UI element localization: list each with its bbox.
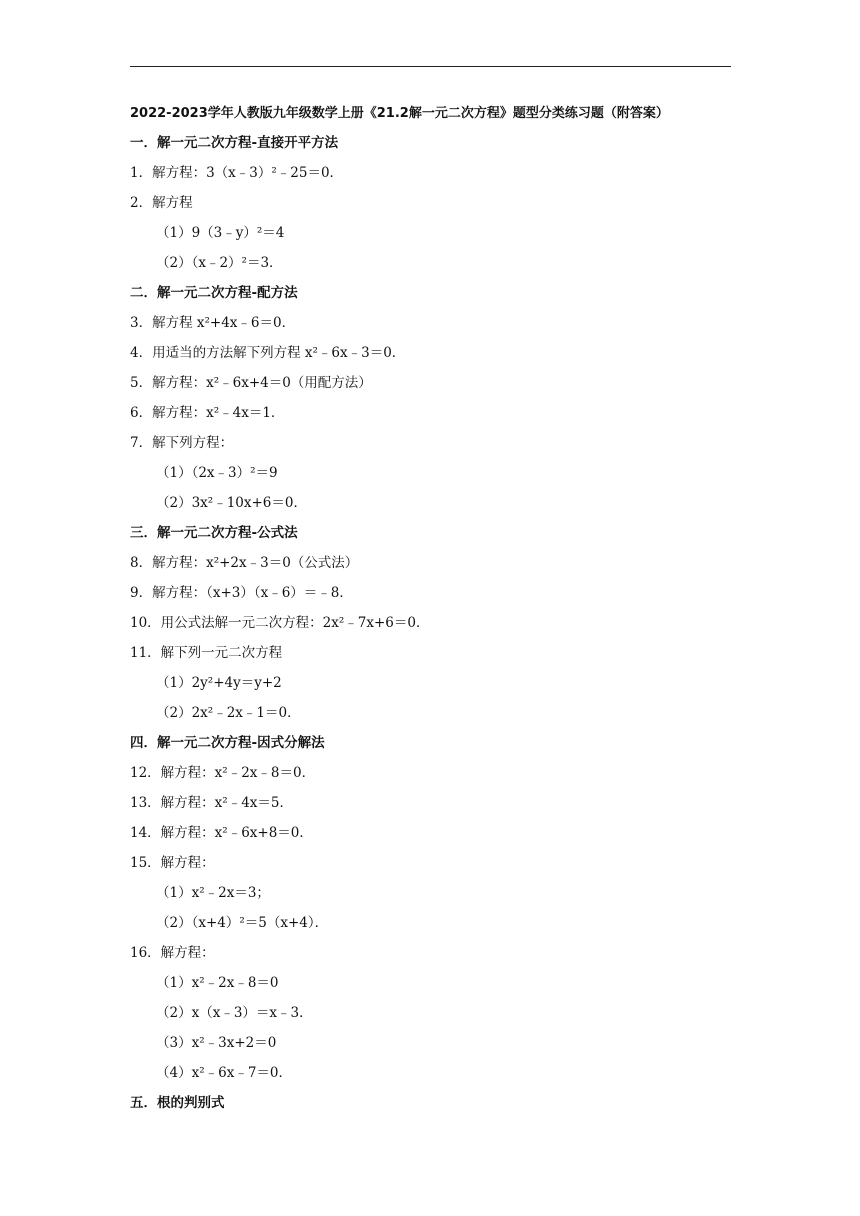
section-heading: 一．解一元二次方程-直接开平方法	[130, 135, 339, 151]
question-item: 9．解方程：（x+3）（x﹣6）＝﹣8．	[130, 585, 353, 601]
section-heading: 四．解一元二次方程-因式分解法	[130, 735, 325, 751]
sub-question: （1）x²﹣2x＝3；	[156, 885, 270, 901]
question-item: 4．用适当的方法解下列方程 x²﹣6x﹣3＝0．	[130, 345, 406, 361]
question-item: 3．解方程 x²+4x﹣6＝0．	[130, 315, 296, 331]
question-item: 6．解方程：x²﹣4x＝1．	[130, 405, 285, 421]
question-item: 8．解方程：x²+2x﹣3＝0（公式法）	[130, 555, 359, 571]
question-item: 5．解方程：x²﹣6x+4＝0（用配方法）	[130, 375, 372, 391]
question-item: 11．解下列一元二次方程	[130, 645, 283, 661]
sub-question: （1）9（3﹣y）²＝4	[156, 225, 285, 241]
sub-question: （2）（x+4）²＝5（x+4）．	[156, 915, 329, 931]
sub-question: （3）x²﹣3x+2＝0	[156, 1035, 277, 1051]
header-rule	[130, 66, 731, 67]
sub-question: （1）（2x﹣3）²＝9	[156, 465, 278, 481]
question-item: 10．用公式法解一元二次方程：2x²﹣7x+6＝0．	[130, 615, 430, 631]
sub-question: （2）x（x﹣3）＝x﹣3．	[156, 1005, 313, 1021]
question-item: 12．解方程：x²﹣2x﹣8＝0．	[130, 765, 316, 781]
section-heading: 二．解一元二次方程-配方法	[130, 285, 298, 301]
question-item: 7．解下列方程：	[130, 435, 234, 451]
document-title: 2022-2023学年人教版九年级数学上册《21.2解一元二次方程》题型分类练习题（附答案）	[130, 106, 669, 121]
question-item: 14．解方程：x²﹣6x+8＝0．	[130, 825, 313, 841]
sub-question: （2）3x²﹣10x+6＝0．	[156, 495, 307, 511]
sub-question: （2）（x﹣2）²＝3．	[156, 255, 283, 271]
question-item: 15．解方程：	[130, 855, 215, 871]
sub-question: （1）2y²+4y＝y+2	[156, 675, 282, 691]
sub-question: （4）x²﹣6x﹣7＝0．	[156, 1065, 292, 1081]
question-item: 2．解方程	[130, 195, 193, 211]
question-item: 1．解方程：3（x﹣3）²﹣25＝0．	[130, 165, 344, 181]
section-heading: 五．根的判别式	[130, 1095, 225, 1111]
question-item: 13．解方程：x²﹣4x＝5．	[130, 795, 293, 811]
sub-question: （1）x²﹣2x﹣8＝0	[156, 975, 279, 991]
exercise-list	[130, 128, 740, 1118]
sub-question: （2）2x²﹣2x﹣1＝0．	[156, 705, 301, 721]
document-body	[130, 104, 740, 1118]
question-item: 16．解方程：	[130, 945, 215, 961]
section-heading: 三．解一元二次方程-公式法	[130, 525, 298, 541]
